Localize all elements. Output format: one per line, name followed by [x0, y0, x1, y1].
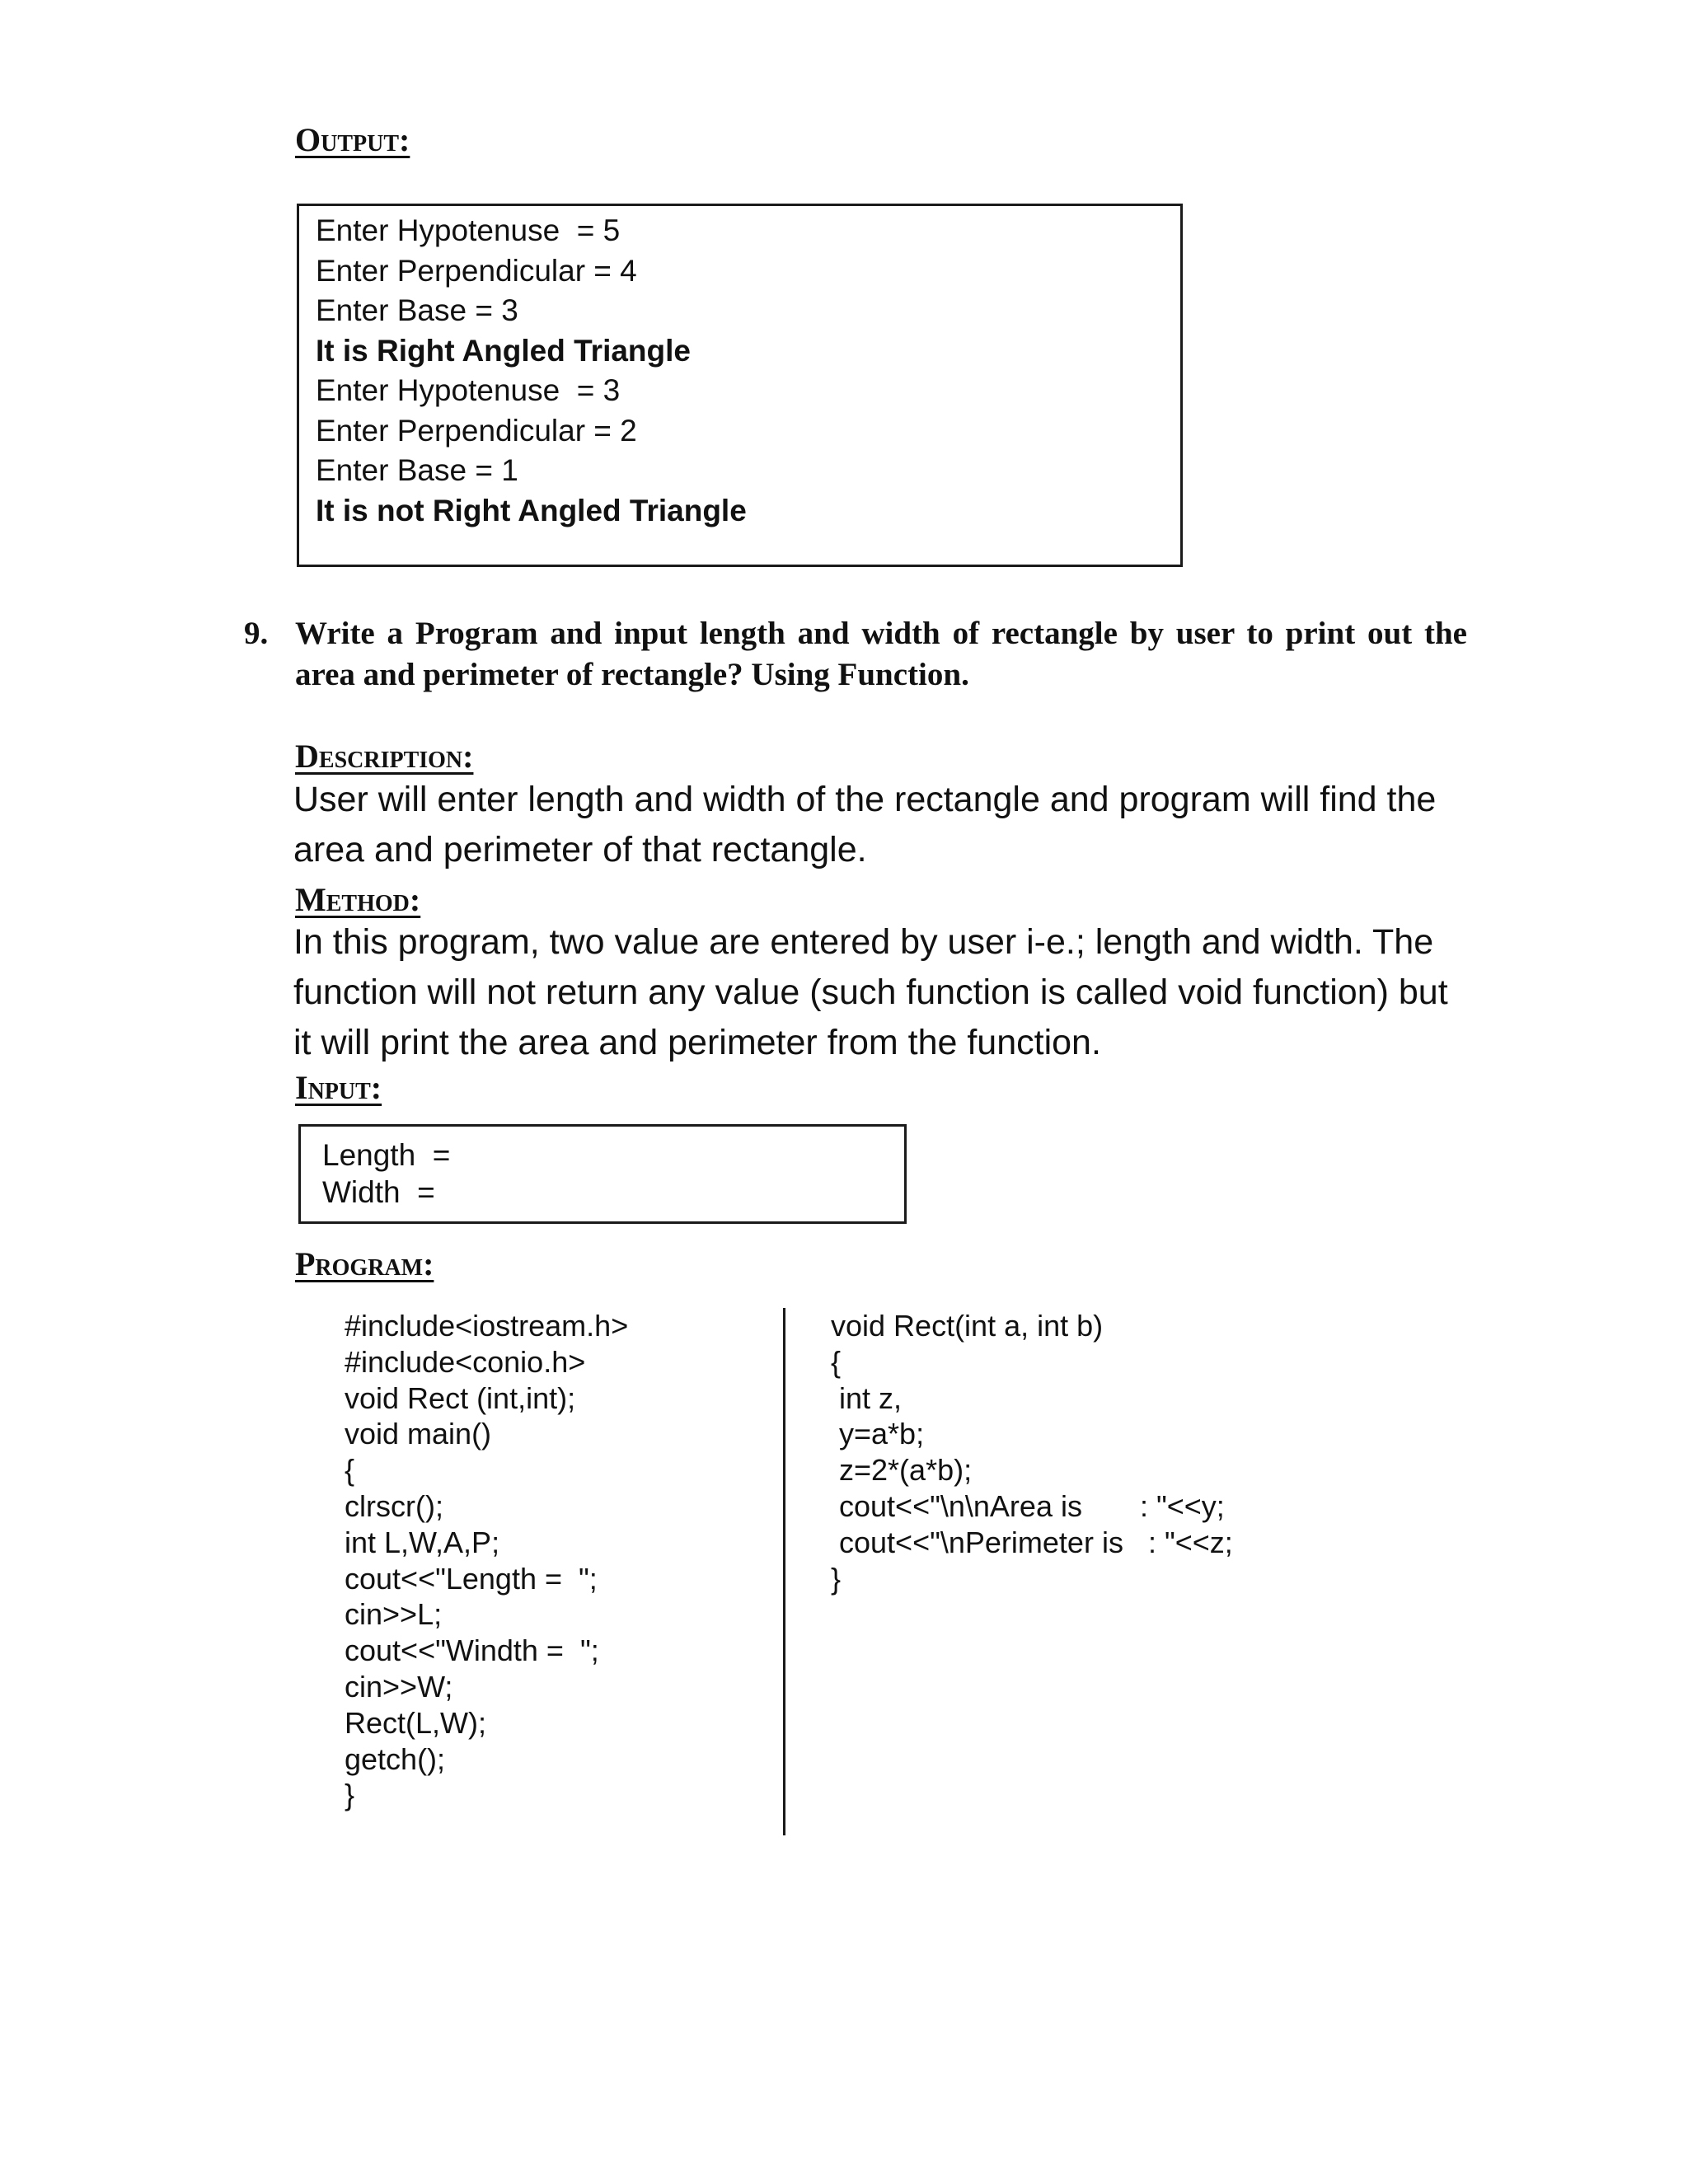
code-line: void Rect(int a, int b) — [831, 1309, 1104, 1343]
output-line: Enter Base = 1 — [316, 453, 518, 487]
question-text — [295, 613, 1467, 696]
code-line: #include<conio.h> — [345, 1344, 586, 1379]
code-line: Rect(L,W); — [345, 1705, 487, 1740]
method-text — [293, 917, 1480, 1068]
code-line: cout<<"\n\nArea is : "<<y; — [831, 1488, 1225, 1523]
output-line: It is not Right Angled Triangle — [316, 493, 747, 527]
output-line: Enter Perpendicular = 2 — [316, 413, 637, 448]
code-line: void main() — [345, 1417, 492, 1451]
question-line-1: Write a Program and input length and width of rectangle by user to print out the — [295, 616, 1467, 651]
question-number: 9. — [244, 616, 269, 651]
input-line-width: Width = — [322, 1174, 435, 1209]
code-line: getch(); — [345, 1741, 446, 1776]
code-line: z=2*(a*b); — [831, 1453, 973, 1488]
output-heading: Output: — [295, 121, 410, 158]
output-line: It is Right Angled Triangle — [316, 333, 691, 368]
code-line: void Rect (int,int); — [345, 1380, 576, 1415]
code-line: cout<<"Windth = "; — [345, 1633, 599, 1668]
description-text — [293, 775, 1480, 875]
output-line: Enter Hypotenuse = 5 — [316, 213, 621, 247]
question-line-2: area and perimeter of rectangle? Using Function. — [295, 657, 969, 692]
description-line: User will enter length and width of the rectangle and program will find the — [293, 780, 1437, 819]
code-line: y=a*b; — [831, 1417, 925, 1451]
code-line: cout<<"Length = "; — [345, 1561, 598, 1596]
input-heading: Input: — [295, 1069, 382, 1106]
method-line: function will not return any value (such function is called void function) but — [293, 972, 1448, 1012]
code-line: } — [831, 1561, 842, 1596]
method-heading: Method: — [295, 881, 421, 918]
description-line: area and perimeter of that rectangle. — [293, 830, 867, 869]
code-line: { — [345, 1453, 355, 1488]
output-lines — [316, 211, 1180, 531]
code-line: int z, — [831, 1380, 903, 1415]
output-line: Enter Hypotenuse = 3 — [316, 373, 621, 407]
code-line: cin>>W; — [345, 1669, 453, 1704]
code-line: } — [345, 1778, 355, 1812]
output-line: Enter Base = 3 — [316, 293, 518, 327]
output-box — [297, 204, 1183, 567]
input-line-length: Length = — [322, 1138, 451, 1172]
code-line: #include<iostream.h> — [345, 1309, 629, 1343]
code-line: int L,W,A,P; — [345, 1525, 500, 1559]
method-line: In this program, two value are entered by user i-e.; length and width. The — [293, 922, 1434, 962]
code-column-divider — [783, 1308, 785, 1835]
code-line: cin>>L; — [345, 1597, 443, 1632]
code-line: clrscr(); — [345, 1488, 443, 1523]
method-line: it will print the area and perimeter from the function. — [293, 1023, 1101, 1062]
input-box — [298, 1124, 907, 1224]
output-line: Enter Perpendicular = 4 — [316, 253, 637, 288]
code-line: cout<<"\nPerimeter is : "<<z; — [831, 1525, 1233, 1559]
code-left-column — [345, 1308, 628, 1813]
code-line: { — [831, 1344, 842, 1379]
program-heading: Program: — [295, 1245, 434, 1282]
description-heading: Description: — [295, 738, 474, 775]
code-right-column — [831, 1308, 1233, 1596]
